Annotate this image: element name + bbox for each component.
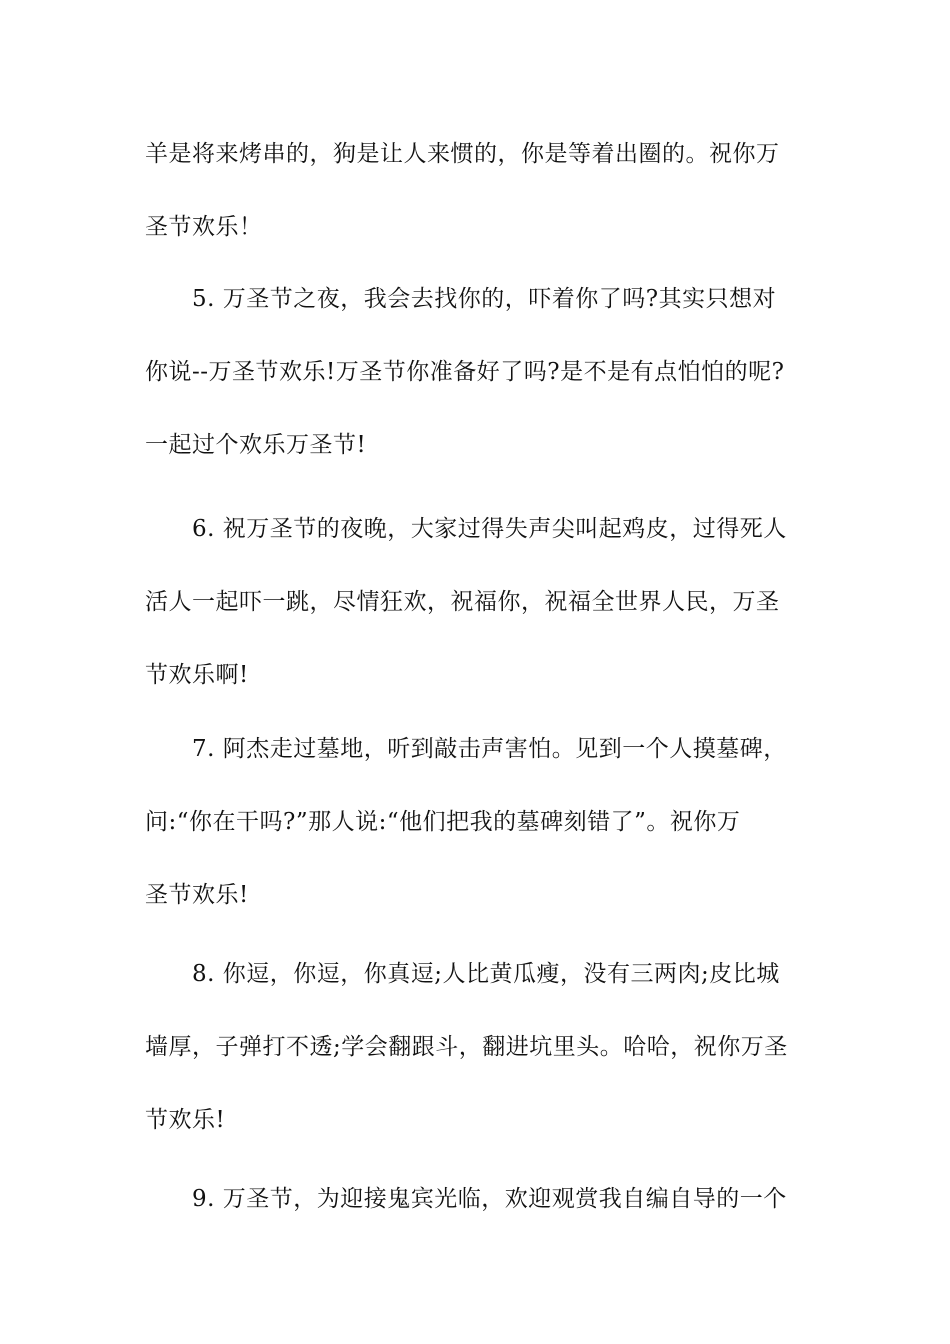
paragraph-6-start: 6. 祝万圣节的夜晚，大家过得失声尖叫起鸡皮，过得死人	[192, 516, 787, 542]
text-line: 墙厚，子弹打不透;学会翻跟斗，翻进坑里头。哈哈，祝你万圣	[145, 1034, 788, 1060]
paragraph-8-start: 8. 你逗，你逗，你真逗;人比黄瓜瘦，没有三两肉;皮比城	[192, 961, 780, 987]
text-line: 羊是将来烤串的，狗是让人来惯的，你是等着出圈的。祝你万	[145, 141, 780, 167]
text-line: 活人一起吓一跳，尽情狂欢，祝福你，祝福全世界人民，万圣	[145, 589, 780, 615]
text-line: 节欢乐!	[145, 1107, 226, 1133]
paragraph-9-start: 9. 万圣节，为迎接鬼宾光临，欢迎观赏我自编自导的一个	[192, 1186, 787, 1212]
text-line: 一起过个欢乐万圣节!	[145, 432, 367, 458]
text-line: 圣节欢乐！	[145, 214, 263, 240]
text-line: 节欢乐啊!	[145, 662, 249, 688]
paragraph-7-start: 7. 阿杰走过墓地，听到敲击声害怕。见到一个人摸墓碑，	[192, 736, 787, 762]
paragraph-5-start: 5. 万圣节之夜，我会去找你的，吓着你了吗?其实只想对	[192, 286, 777, 312]
text-line: 圣节欢乐!	[145, 882, 249, 908]
text-line: 你说--万圣节欢乐!万圣节你准备好了吗?是不是有点怕怕的呢?	[145, 359, 785, 385]
text-line: 问:“你在干吗?”那人说:“他们把我的墓碑刻错了”。祝你万	[145, 809, 741, 835]
